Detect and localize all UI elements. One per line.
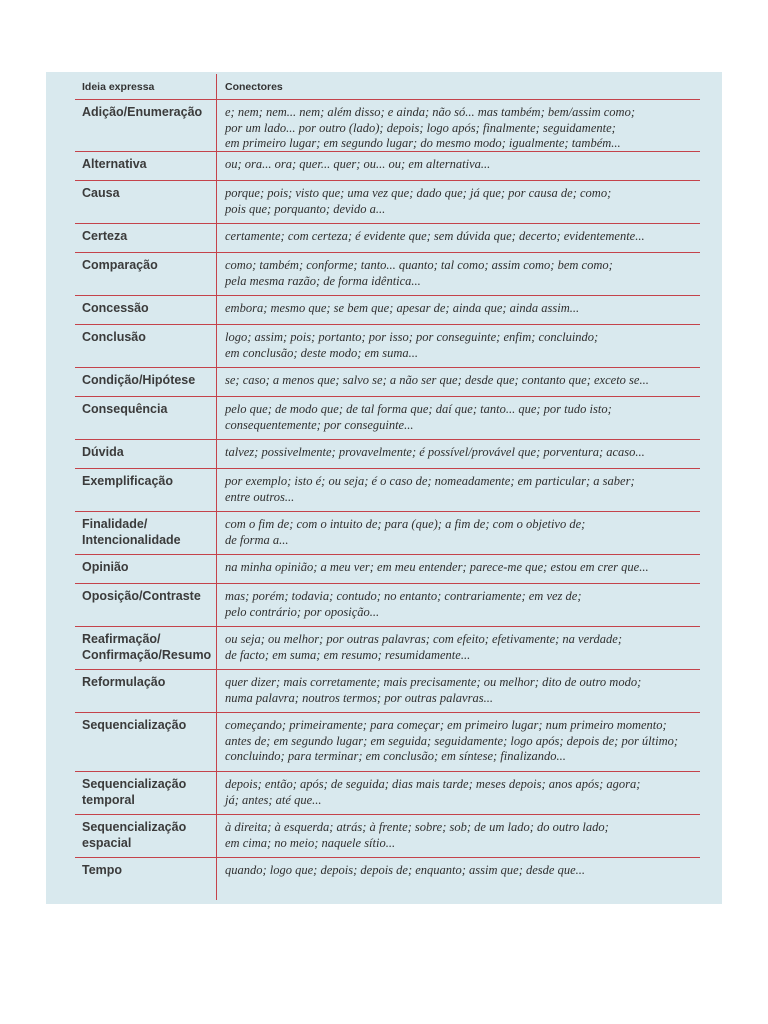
row-connectors: mas; porém; todavia; contudo; no entanto; contrariamente; em vez de; pelo contrário; por oposição... — [225, 589, 582, 619]
row-category: Comparação — [82, 258, 158, 272]
table-header-row — [75, 76, 700, 100]
table-row — [75, 512, 700, 555]
row-connectors: e; nem; nem... nem; além disso; e ainda; não só... mas também; bem/assim como; por um lado... por outro (lado); depois; logo após; finalmente; seguidamente; em primeiro lugar; em segundo lugar; do mesmo modo; igualmente; também... — [225, 105, 635, 150]
row-connectors: depois; então; após; de seguida; dias mais tarde; meses depois; anos após; agora; já; antes; até que... — [225, 777, 641, 807]
row-connectors: porque; pois; visto que; uma vez que; dado que; já que; por causa de; como; pois que; porquanto; devido a... — [225, 186, 612, 216]
row-category: Reafirmação/ Confirmação/Resumo — [82, 632, 212, 662]
table-row — [75, 815, 700, 858]
table-row — [75, 772, 700, 815]
row-connectors: com o fim de; com o intuito de; para (que); a fim de; com o objetivo de; de forma a... — [225, 517, 586, 547]
table-row — [75, 858, 700, 886]
table-row — [75, 627, 700, 670]
table-row — [75, 440, 700, 469]
connectors-table — [75, 76, 700, 886]
table-row — [75, 555, 700, 584]
row-connectors: na minha opinião; a meu ver; em meu entender; parece-me que; estou em crer que... — [225, 560, 649, 574]
row-category: Sequencialização espacial — [82, 820, 187, 850]
row-category: Sequencialização temporal — [82, 777, 187, 807]
row-category: Exemplificação — [82, 474, 174, 488]
table-row — [75, 152, 700, 181]
row-category: Conclusão — [82, 330, 146, 344]
row-connectors: ou; ora... ora; quer... quer; ou... ou; em alternativa... — [225, 157, 491, 171]
row-connectors: ou seja; ou melhor; por outras palavras; com efeito; efetivamente; na verdade; de facto; em suma; em resumo; resumidamente... — [225, 632, 623, 662]
header-category: Ideia expressa — [82, 81, 155, 93]
table-row — [75, 397, 700, 440]
row-category: Alternativa — [82, 157, 147, 171]
row-category: Opinião — [82, 560, 129, 574]
row-category: Concessão — [82, 301, 149, 315]
row-category: Certeza — [82, 229, 128, 243]
row-category: Finalidade/ Intencionalidade — [82, 517, 181, 547]
table-row — [75, 368, 700, 397]
header-connectors: Conectores — [225, 81, 283, 93]
table-row — [75, 713, 700, 772]
row-category: Oposição/Contraste — [82, 589, 201, 603]
row-connectors: logo; assim; pois; portanto; por isso; por conseguinte; enfim; concluindo; em conclusão; deste modo; em suma... — [225, 330, 599, 360]
table-row — [75, 224, 700, 253]
row-category: Dúvida — [82, 445, 124, 459]
table-row — [75, 296, 700, 325]
row-connectors: embora; mesmo que; se bem que; apesar de; ainda que; ainda assim... — [225, 301, 580, 315]
row-connectors: por exemplo; isto é; ou seja; é o caso de; nomeadamente; em particular; a saber; entre outros... — [225, 474, 635, 504]
row-category: Sequencialização — [82, 718, 187, 732]
row-category: Reformulação — [82, 675, 166, 689]
row-category: Tempo — [82, 863, 123, 877]
table-row — [75, 325, 700, 368]
table-row — [75, 100, 700, 152]
row-connectors: como; também; conforme; tanto... quanto; tal como; assim como; bem como; pela mesma razão; de forma idêntica... — [225, 258, 613, 288]
row-connectors: começando; primeiramente; para começar; em primeiro lugar; num primeiro momento; antes de; em segundo lugar; em seguida; seguidamente; logo após; depois de; por último; concluindo; para terminar; em conclusão; em síntese; finalizando... — [225, 718, 679, 763]
table-row — [75, 253, 700, 296]
row-category: Causa — [82, 186, 120, 200]
row-connectors: à direita; à esquerda; atrás; à frente; sobre; sob; de um lado; do outro lado; em cima; no meio; naquele sítio... — [225, 820, 609, 850]
table-row — [75, 469, 700, 512]
row-category: Condição/Hipótese — [82, 373, 196, 387]
row-connectors: quer dizer; mais corretamente; mais precisamente; ou melhor; dito de outro modo; numa palavra; noutros termos; por outras palavras... — [225, 675, 642, 705]
row-connectors: certamente; com certeza; é evidente que; sem dúvida que; decerto; evidentemente... — [225, 229, 645, 243]
table-row — [75, 670, 700, 713]
row-connectors: quando; logo que; depois; depois de; enquanto; assim que; desde que... — [225, 863, 585, 877]
row-category: Consequência — [82, 402, 168, 416]
row-connectors: talvez; possivelmente; provavelmente; é possível/provável que; porventura; acaso... — [225, 445, 645, 459]
row-category: Adição/Enumeração — [82, 105, 203, 119]
row-connectors: se; caso; a menos que; salvo se; a não ser que; desde que; contanto que; exceto se... — [225, 373, 649, 387]
table-row — [75, 181, 700, 224]
row-connectors: pelo que; de modo que; de tal forma que; daí que; tanto... que; por tudo isto; consequentemente; por conseguinte... — [225, 402, 612, 432]
table-row — [75, 584, 700, 627]
